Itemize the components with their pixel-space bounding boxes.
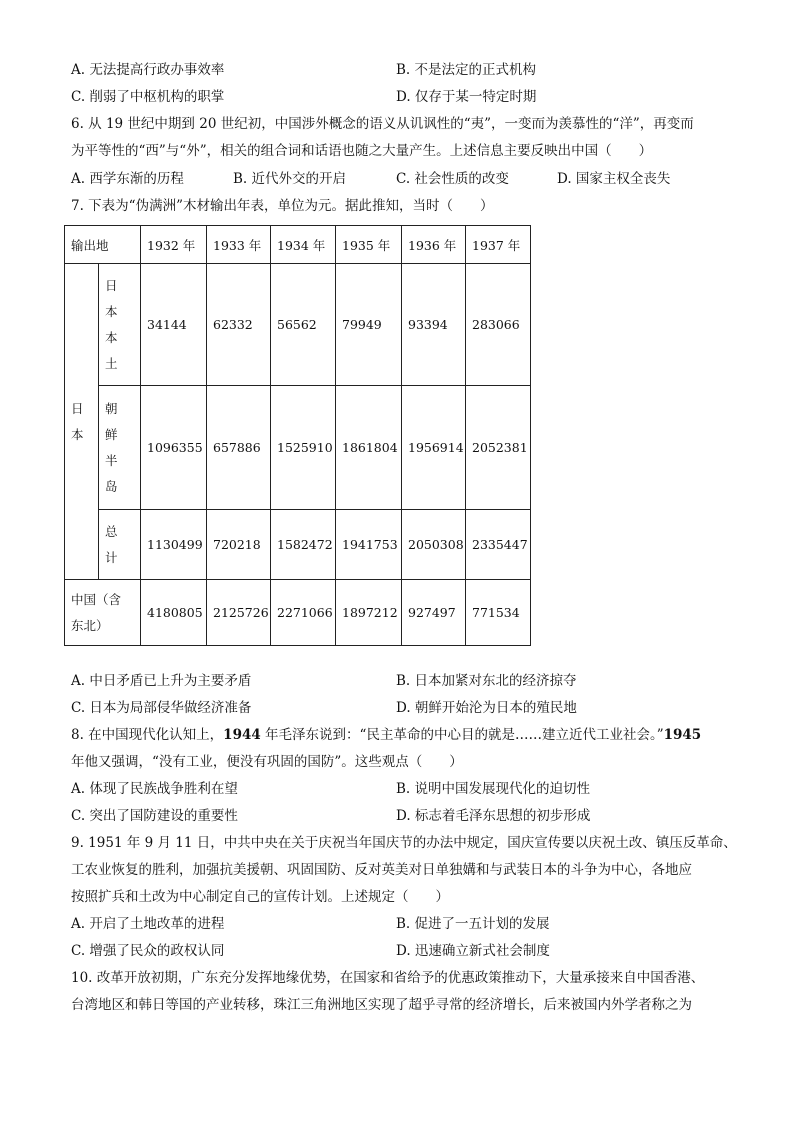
table-cell: 1897212 bbox=[336, 580, 402, 646]
q10-stem-line-1: 10. 改革开放初期，广东充分发挥地缘优势，在国家和省给予的优惠政策推动下，大量承接来自中国香港、 bbox=[71, 970, 705, 986]
q6-option-a: A. 西学东渐的历程 bbox=[71, 171, 184, 187]
row-label-total: 总 计 bbox=[99, 510, 141, 580]
table-cell: 34144 bbox=[141, 264, 207, 386]
q6-stem-line-2: 为平等性的“西”与“外”，相关的组合词和话语也随之大量产生。上述信息主要反映出中国（ ） bbox=[71, 143, 653, 159]
year-1944: 1944 bbox=[223, 727, 261, 743]
table-cell: 1096355 bbox=[141, 386, 207, 510]
table-cell: 2052381 bbox=[466, 386, 531, 510]
q8-option-b: B. 说明中国发展现代化的迫切性 bbox=[396, 781, 591, 797]
q5-option-d: D. 仅存于某一特定时期 bbox=[396, 89, 537, 105]
q9-option-b: B. 促进了一五计划的发展 bbox=[396, 916, 550, 932]
q7-stem: 7. 下表为“伪满洲”木材输出年表，单位为元。据此推知，当时（ ） bbox=[71, 198, 494, 214]
table-row-korean-peninsula bbox=[65, 386, 531, 510]
table-cell: 1861804 bbox=[336, 386, 402, 510]
table-cell: 56562 bbox=[271, 264, 336, 386]
table-cell: 2271066 bbox=[271, 580, 336, 646]
q9-option-c: C. 增强了民众的政权认同 bbox=[71, 943, 225, 959]
q8-option-c: C. 突出了国防建设的重要性 bbox=[71, 808, 238, 824]
timber-export-table bbox=[64, 225, 531, 646]
header-year: 1935 年 bbox=[336, 226, 402, 264]
q9-stem-line-3: 按照扩兵和土改为中心制定自己的宣传计划。上述规定（ ） bbox=[71, 889, 449, 905]
table-cell: 657886 bbox=[207, 386, 271, 510]
table-cell: 771534 bbox=[466, 580, 531, 646]
table-row-china bbox=[65, 580, 531, 646]
table-header-row bbox=[65, 226, 531, 264]
header-export-destination: 输出地 bbox=[65, 226, 141, 264]
q9-stem-line-2: 工农业恢复的胜利，加强抗美援朝、巩固国防、反对英美对日单独媾和与武装日本的斗争为中心，各地应 bbox=[71, 862, 692, 878]
table-cell: 283066 bbox=[466, 264, 531, 386]
table-cell: 927497 bbox=[402, 580, 466, 646]
q5-option-c: C. 削弱了中枢机构的职掌 bbox=[71, 89, 225, 105]
q8-option-d: D. 标志着毛泽东思想的初步形成 bbox=[396, 808, 591, 824]
table-row-total bbox=[65, 510, 531, 580]
table-cell: 1130499 bbox=[141, 510, 207, 580]
q7-option-d: D. 朝鲜开始沦为日本的殖民地 bbox=[396, 700, 577, 716]
table-cell: 720218 bbox=[207, 510, 271, 580]
row-group-japan-label: 日 本 bbox=[65, 264, 99, 580]
header-year: 1932 年 bbox=[141, 226, 207, 264]
year-1945: 1945 bbox=[663, 727, 702, 743]
header-year: 1937 年 bbox=[466, 226, 531, 264]
table-cell: 62332 bbox=[207, 264, 271, 386]
table-cell: 1582472 bbox=[271, 510, 336, 580]
q6-option-d: D. 国家主权全丧失 bbox=[557, 171, 671, 187]
row-label-japan-mainland: 日 本 本 土 bbox=[99, 264, 141, 386]
row-label-china: 中国（含 东北） bbox=[65, 580, 141, 646]
q6-option-c: C. 社会性质的改变 bbox=[396, 171, 509, 187]
header-year: 1934 年 bbox=[271, 226, 336, 264]
q6-stem-line-1: 6. 从 19 世纪中期到 20 世纪初，中国涉外概念的语义从讥讽性的“夷”，一变而为羡慕性的“洋”，再变而 bbox=[71, 116, 694, 132]
q7-option-a: A. 中日矛盾已上升为主要矛盾 bbox=[71, 673, 252, 689]
row-label-korean-peninsula: 朝 鲜 半 岛 bbox=[99, 386, 141, 510]
q8-stem-line-1: 8. 在中国现代化认知上，1944 年毛泽东说到：“民主革命的中心目的就是……建立近代工业社会。”1945 bbox=[71, 727, 702, 743]
q9-option-a: A. 开启了土地改革的进程 bbox=[71, 916, 225, 932]
table-cell: 1941753 bbox=[336, 510, 402, 580]
table-cell: 2050308 bbox=[402, 510, 466, 580]
q6-option-b: B. 近代外交的开启 bbox=[233, 171, 347, 187]
q7-option-c: C. 日本为局部侵华做经济准备 bbox=[71, 700, 252, 716]
q8-stem-line-2: 年他又强调，“没有工业，便没有巩固的国防”。这些观点（ ） bbox=[71, 754, 463, 770]
q10-stem-line-2: 台湾地区和韩日等国的产业转移，珠江三角洲地区实现了超乎寻常的经济增长，后来被国内外学者称之为 bbox=[71, 997, 692, 1013]
q9-option-d: D. 迅速确立新式社会制度 bbox=[396, 943, 550, 959]
table-cell: 93394 bbox=[402, 264, 466, 386]
q9-stem-line-1: 9. 1951 年 9 月 11 日，中共中央在关于庆祝当年国庆节的办法中规定，国庆宣传要以庆祝土改、镇压反革命、 bbox=[71, 835, 737, 851]
table-cell: 4180805 bbox=[141, 580, 207, 646]
table-cell: 1956914 bbox=[402, 386, 466, 510]
q5-option-b: B. 不是法定的正式机构 bbox=[396, 62, 537, 78]
header-year: 1936 年 bbox=[402, 226, 466, 264]
q7-option-b: B. 日本加紧对东北的经济掠夺 bbox=[396, 673, 577, 689]
table-cell: 79949 bbox=[336, 264, 402, 386]
table-cell: 2125726 bbox=[207, 580, 271, 646]
table-row-japan-mainland bbox=[65, 264, 531, 386]
header-year: 1933 年 bbox=[207, 226, 271, 264]
table-cell: 1525910 bbox=[271, 386, 336, 510]
q8-option-a: A. 体现了民族战争胜利在望 bbox=[71, 781, 238, 797]
table-cell: 2335447 bbox=[466, 510, 531, 580]
q5-option-a: A. 无法提高行政办事效率 bbox=[71, 62, 225, 78]
